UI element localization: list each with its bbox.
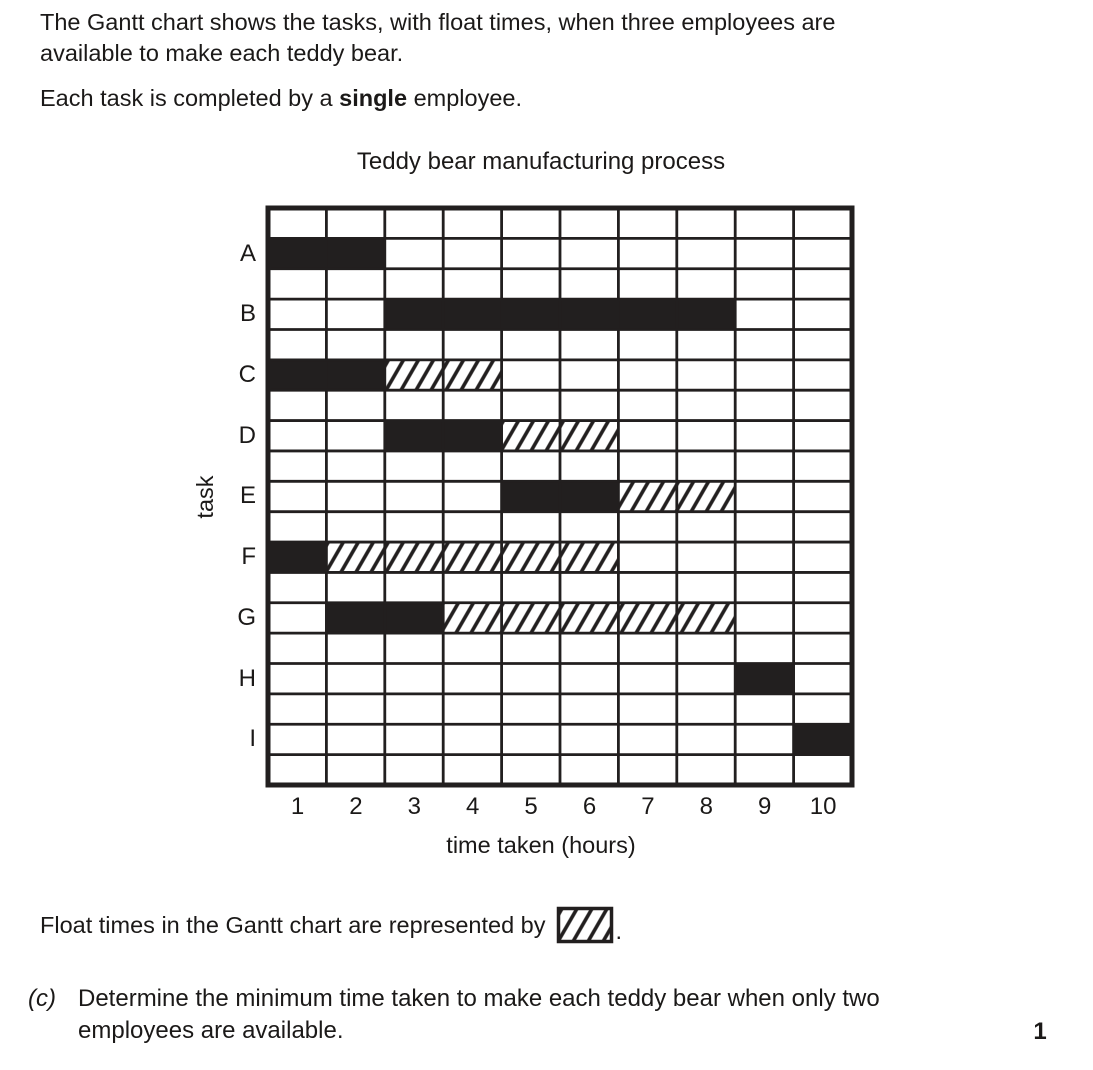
note-prefix: Each task is completed by a	[40, 85, 340, 111]
gantt-chart-grid	[262, 202, 858, 792]
note-bold-word: single	[339, 85, 408, 111]
x-tick-2: 2	[349, 793, 363, 820]
task-label-I: I	[249, 725, 256, 753]
x-tick-1: 1	[290, 793, 305, 820]
task-label-A: A	[239, 239, 256, 267]
chart-title: Teddy bear manufacturing process	[356, 148, 726, 175]
y-axis-label: task	[192, 475, 218, 519]
float-swatch-icon	[556, 906, 614, 944]
task-label-C: C	[238, 361, 256, 389]
intro-line-1: The Gantt chart shows the tasks, with float times, when three employees are	[40, 9, 836, 35]
x-tick-3: 3	[407, 793, 421, 820]
x-tick-5: 5	[524, 793, 538, 820]
note-suffix: employee.	[407, 85, 522, 111]
float-legend	[40, 904, 622, 946]
question-label: (c)	[28, 985, 56, 1012]
task-label-H: H	[238, 664, 256, 692]
gantt-bar-float	[326, 542, 618, 572]
question-line-1: Determine the minimum time taken to make each teddy bear when only two	[78, 985, 880, 1012]
x-tick-6: 6	[582, 793, 597, 820]
x-tick-10: 10	[809, 793, 837, 820]
gantt-bar-float	[443, 603, 735, 633]
x-axis-label: time taken (hours)	[446, 832, 636, 858]
task-label-E: E	[239, 482, 256, 510]
task-label-D: D	[238, 421, 256, 449]
legend-period: .	[615, 917, 623, 944]
x-tick-4: 4	[466, 793, 480, 820]
intro-paragraph	[40, 7, 835, 69]
marks-value: 1	[1033, 1018, 1047, 1045]
task-label-G: G	[237, 603, 256, 631]
legend-text: Float times in the Gantt chart are represented by	[40, 911, 546, 938]
intro-line-2: available to make each teddy bear.	[40, 40, 404, 66]
x-tick-8: 8	[699, 793, 713, 820]
x-tick-7: 7	[641, 793, 655, 820]
task-label-F: F	[241, 543, 256, 571]
question-text	[78, 983, 998, 1047]
gantt-bar-solid	[268, 542, 326, 572]
gantt-bar-solid	[735, 664, 793, 694]
single-employee-note	[40, 83, 522, 113]
x-tick-9: 9	[758, 793, 772, 820]
question-line-2: employees are available.	[78, 1017, 344, 1044]
task-label-B: B	[239, 300, 256, 328]
gantt-bar-solid	[794, 724, 852, 754]
